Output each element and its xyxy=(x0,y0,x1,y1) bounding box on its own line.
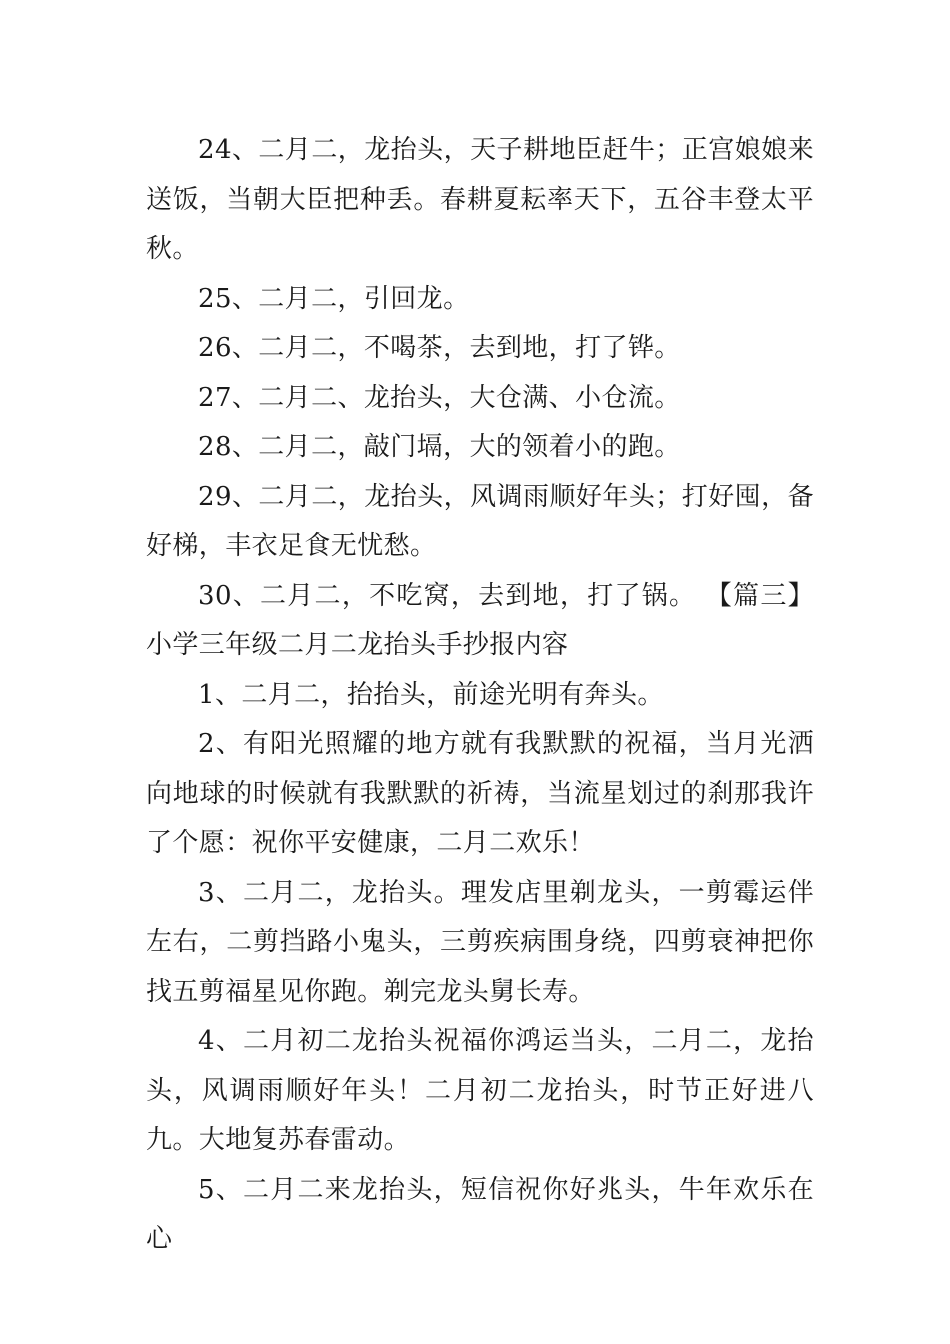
paragraph-24: 24、二月二，龙抬头，天子耕地臣赶牛；正宫娘娘来送饭，当朝大臣把种丢。春耕夏耘率天下，五谷丰登太平秋。 xyxy=(146,135,814,264)
paragraph-30: 30、二月二，不吃窝，去到地，打了锅。 【篇三】小学三年级二月二龙抬头手抄报内容 xyxy=(146,580,814,660)
paragraph-26: 26、二月二，不喝茶，去到地，打了铧。 xyxy=(198,333,681,363)
paragraph-2: 2、有阳光照耀的地方就有我默默的祝福，当月光洒向地球的时候就有我默默的祈祷，当流星划过的刹那我许了个愿：祝你平安健康，二月二欢乐！ xyxy=(146,729,814,858)
paragraph-29: 29、二月二，龙抬头，风调雨顺好年头；打好囤，备好梯，丰衣足食无忧愁。 xyxy=(146,481,814,561)
paragraph-4: 4、二月初二龙抬头祝福你鸿运当头，二月二，龙抬头，风调雨顺好年头！二月初二龙抬头，时节正好进八九。大地复苏春雷动。 xyxy=(146,1026,814,1155)
paragraph-25: 25、二月二，引回龙。 xyxy=(198,283,470,314)
paragraph-28: 28、二月二，敲门塥，大的领着小的跑。 xyxy=(198,432,681,462)
paragraph-1: 1、二月二，抬抬头，前途光明有奔头。 xyxy=(198,679,664,710)
paragraph-5: 5、二月二来龙抬头，短信祝你好兆头，牛年欢乐在心 xyxy=(146,1174,814,1254)
paragraph-27: 27、二月二、龙抬头，大仓满、小仓流。 xyxy=(198,382,681,413)
paragraph-3: 3、二月二，龙抬头。理发店里剃龙头，一剪霉运伴左右，二剪挡路小鬼头，三剪疾病围身绕，四剪衰神把你找五剪福星见你跑。剃完龙头舅长寿。 xyxy=(146,877,814,1007)
document-body xyxy=(146,126,814,1265)
